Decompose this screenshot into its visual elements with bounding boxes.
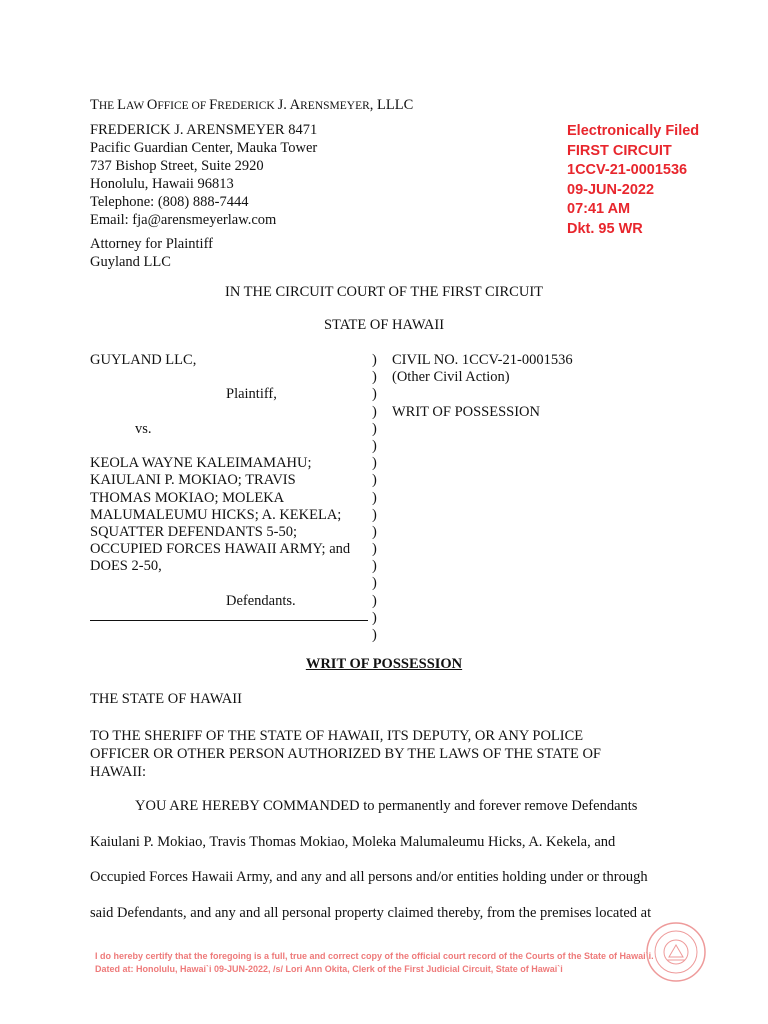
telephone: Telephone: (808) 888-7444: [90, 194, 249, 210]
stamp-line: Electronically Filed: [567, 123, 700, 139]
caption-blank: [392, 386, 573, 403]
caption-blank: [90, 369, 370, 386]
action-type: (Other Civil Action): [392, 369, 510, 386]
stamp-date: 09-JUN-2022: [567, 181, 655, 198]
defendant-line: MALUMALEUMU HICKS; A. KEKELA;: [90, 506, 342, 523]
firm-name-part: T: [90, 97, 99, 113]
caption-paren: ): [372, 627, 377, 643]
firm-name-part: F: [209, 97, 218, 113]
caption-paren: ): [372, 558, 377, 575]
stamp-time: 07:41 AM: [567, 201, 631, 217]
versus-label: vs.: [135, 420, 152, 437]
addressee-line: TO THE SHERIFF OF THE STATE OF HAWAII, ITS DEPUTY, OR ANY POLICE: [90, 728, 584, 744]
firm-name-part: L: [117, 97, 126, 113]
body-line: Kaiulani P. Mokiao, Travis Thomas Mokiao, Moleka Malumaleumu Hicks, A. Kekela, and: [90, 833, 616, 850]
defendant-line: KEOLA WAYNE KALEIMAMAHU;: [90, 455, 312, 472]
electronic-filing-stamp: [567, 122, 699, 239]
address-line: Pacific Guardian Center, Mauka Tower: [90, 140, 318, 156]
body-line: said Defendants, and any and all personal property claimed thereby, from the premises located at: [90, 904, 652, 921]
address-line: 737 Bishop Street, Suite 2920: [90, 158, 264, 174]
addressee-line: OFFICER OR OTHER PERSON AUTHORIZED BY THE LAWS OF THE STATE OF: [90, 746, 601, 762]
caption-rule: [90, 620, 368, 621]
caption-paren: ): [372, 575, 377, 592]
defendant-line: KAIULANI P. MOKIAO; TRAVIS: [90, 472, 296, 489]
caption-blank: [90, 404, 370, 421]
caption-blank: [90, 575, 370, 592]
caption-paren: ): [372, 506, 377, 523]
caption-blank: [90, 438, 370, 455]
caption-paren: ): [372, 369, 377, 386]
stamp-docket: Dkt. 95 WR: [567, 220, 643, 237]
attorney-for-block: [90, 235, 213, 271]
defendant-line: THOMAS MOKIAO; MOLEKA: [90, 489, 285, 506]
caption-case-info: [392, 352, 573, 421]
email: Email: fja@arensmeyerlaw.com: [90, 212, 277, 228]
defendants-label: Defendants.: [226, 592, 296, 609]
plaintiff-name: GUYLAND LLC,: [90, 352, 197, 368]
attorney-name: FREDERICK J. ARENSMEYER 8471: [90, 122, 318, 138]
defendant-line: SQUATTER DEFENDANTS 5-50;: [90, 523, 298, 540]
plaintiff-label: Plaintiff,: [226, 386, 277, 403]
caption-paren: ): [372, 403, 377, 420]
caption-paren: ): [372, 352, 377, 368]
addressee-line: HAWAII:: [90, 764, 147, 780]
writ-state-line: THE STATE OF HAWAII: [90, 691, 242, 707]
firm-name: [90, 96, 413, 115]
body-line: Occupied Forces Hawaii Army, and any and all persons and/or entities holding under or through: [90, 869, 648, 885]
certification-line: Dated at: Honolulu, Hawai`i 09-JUN-2022, /s/ Lori Ann Okita, Clerk of the First Judicial Circuit, State of Hawai`i: [95, 964, 563, 974]
body-line: YOU ARE HEREBY COMMANDED to permanently and forever remove Defendants: [135, 798, 638, 814]
civil-number: CIVIL NO. 1CCV-21-0001536: [392, 352, 573, 368]
defendant-line: DOES 2-50,: [90, 558, 162, 575]
writ-title: WRIT OF POSSESSION: [305, 656, 463, 672]
firm-name-part: RENSMEYER: [300, 100, 370, 112]
firm-name-part: HE: [98, 100, 118, 112]
caption-paren: ): [372, 437, 377, 454]
address-line: Honolulu, Hawaii 96813: [90, 176, 234, 192]
caption-paren: ): [372, 541, 377, 558]
stamp-line: FIRST CIRCUIT: [567, 142, 672, 159]
firm-name-part: FFICE OF: [157, 100, 210, 112]
caption-paren: ): [372, 386, 377, 403]
firm-name-part: , LLLC: [369, 97, 414, 113]
firm-name-part: J. A: [277, 97, 301, 113]
caption-paren: ): [372, 489, 377, 506]
caption-paren: ): [372, 455, 377, 472]
defendant-line: OCCUPIED FORCES HAWAII ARMY; and: [90, 541, 351, 558]
stamp-case-number: 1CCV-21-0001536: [567, 162, 688, 178]
writ-body: [90, 797, 651, 939]
document-title-caption: WRIT OF POSSESSION: [392, 403, 540, 420]
writ-addressee: [90, 727, 601, 781]
caption-parties: [90, 352, 370, 610]
court-name: IN THE CIRCUIT COURT OF THE FIRST CIRCUIT: [224, 284, 544, 300]
caption-paren: ): [372, 609, 377, 626]
caption-parentheses: [372, 352, 377, 644]
caption-paren: ): [372, 420, 377, 437]
caption-paren: ): [372, 472, 377, 489]
attorney-contact-block: [90, 121, 317, 229]
caption-paren: ): [372, 592, 377, 609]
firm-name-part: AW: [125, 100, 147, 112]
attorney-for-label: Attorney for Plaintiff: [90, 236, 213, 252]
firm-name-part: REDERICK: [217, 100, 278, 112]
firm-name-part: O: [146, 97, 158, 113]
judiciary-seal-icon: [645, 921, 707, 983]
caption-paren: ): [372, 523, 377, 540]
client-name: Guyland LLC: [90, 254, 171, 270]
court-state: STATE OF HAWAII: [323, 317, 445, 333]
certification-line: I do hereby certify that the foregoing is a full, true and correct copy of the official court record of the Courts of the State of Hawai`i.: [95, 951, 654, 961]
certification-footer: [95, 950, 654, 976]
